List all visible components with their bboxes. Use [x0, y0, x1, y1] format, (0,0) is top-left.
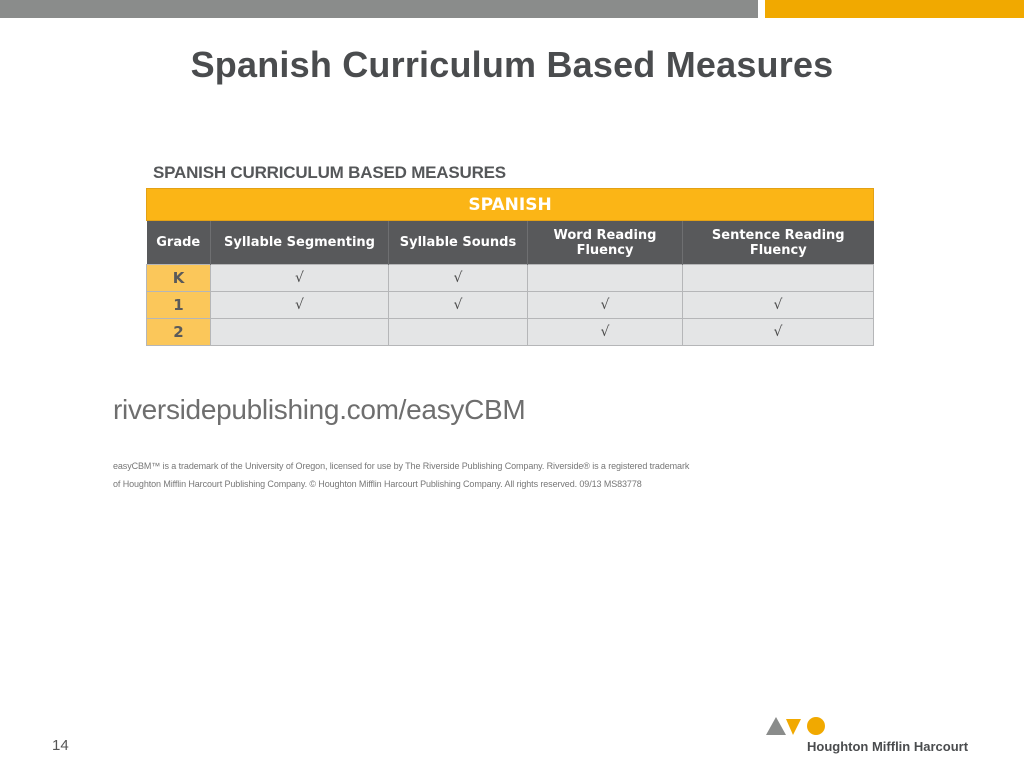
grade-cell: K	[147, 265, 211, 292]
column-header-word-reading-fluency: Word Reading Fluency	[528, 221, 683, 265]
column-header-sentence-reading-fluency: Sentence Reading Fluency	[683, 221, 874, 265]
check-cell: √	[528, 292, 683, 319]
grade-cell: 1	[147, 292, 211, 319]
table-row	[147, 292, 874, 319]
measures-table	[146, 188, 874, 346]
table-heading: SPANISH CURRICULUM BASED MEASURES	[153, 163, 506, 182]
check-cell: √	[211, 292, 389, 319]
grade-cell: 2	[147, 319, 211, 346]
hmh-logo	[764, 714, 994, 758]
logo-triangle-icon	[766, 717, 786, 735]
column-header-grade: Grade	[147, 221, 211, 265]
table-row	[147, 265, 874, 292]
check-cell: √	[683, 319, 874, 346]
check-cell: √	[683, 292, 874, 319]
logo-check-icon	[786, 719, 801, 735]
check-cell: √	[528, 319, 683, 346]
check-cell	[683, 265, 874, 292]
check-cell: √	[389, 292, 528, 319]
legal-notice-line-1: easyCBM™ is a trademark of the University of Oregon, licensed for use by The Riverside Publishing Company. Riverside® is a registered trademark	[113, 461, 690, 471]
table-row	[147, 319, 874, 346]
table-banner: SPANISH	[147, 189, 874, 221]
website-url: riversidepublishing.com/easyCBM	[113, 394, 526, 425]
column-header-syllable-segmenting: Syllable Segmenting	[211, 221, 389, 265]
top-accent-bar-gold	[765, 0, 1024, 18]
column-header-syllable-sounds: Syllable Sounds	[389, 221, 528, 265]
check-cell: √	[211, 265, 389, 292]
legal-notice-line-2: of Houghton Mifflin Harcourt Publishing Company. © Houghton Mifflin Harcourt Publishing Company. All rights reserved. 09/13 MS83778	[113, 479, 642, 489]
logo-wordmark: Houghton Mifflin Harcourt	[807, 739, 969, 754]
check-cell	[389, 319, 528, 346]
table-header-row	[147, 221, 874, 265]
check-cell	[211, 319, 389, 346]
logo-circle-icon	[807, 717, 825, 735]
slide-title: Spanish Curriculum Based Measures	[190, 44, 834, 85]
hmh-logo-mark-icon	[764, 714, 828, 738]
page-number: 14	[52, 737, 69, 754]
top-accent-bar-gray	[0, 0, 758, 18]
check-cell	[528, 265, 683, 292]
check-cell: √	[389, 265, 528, 292]
